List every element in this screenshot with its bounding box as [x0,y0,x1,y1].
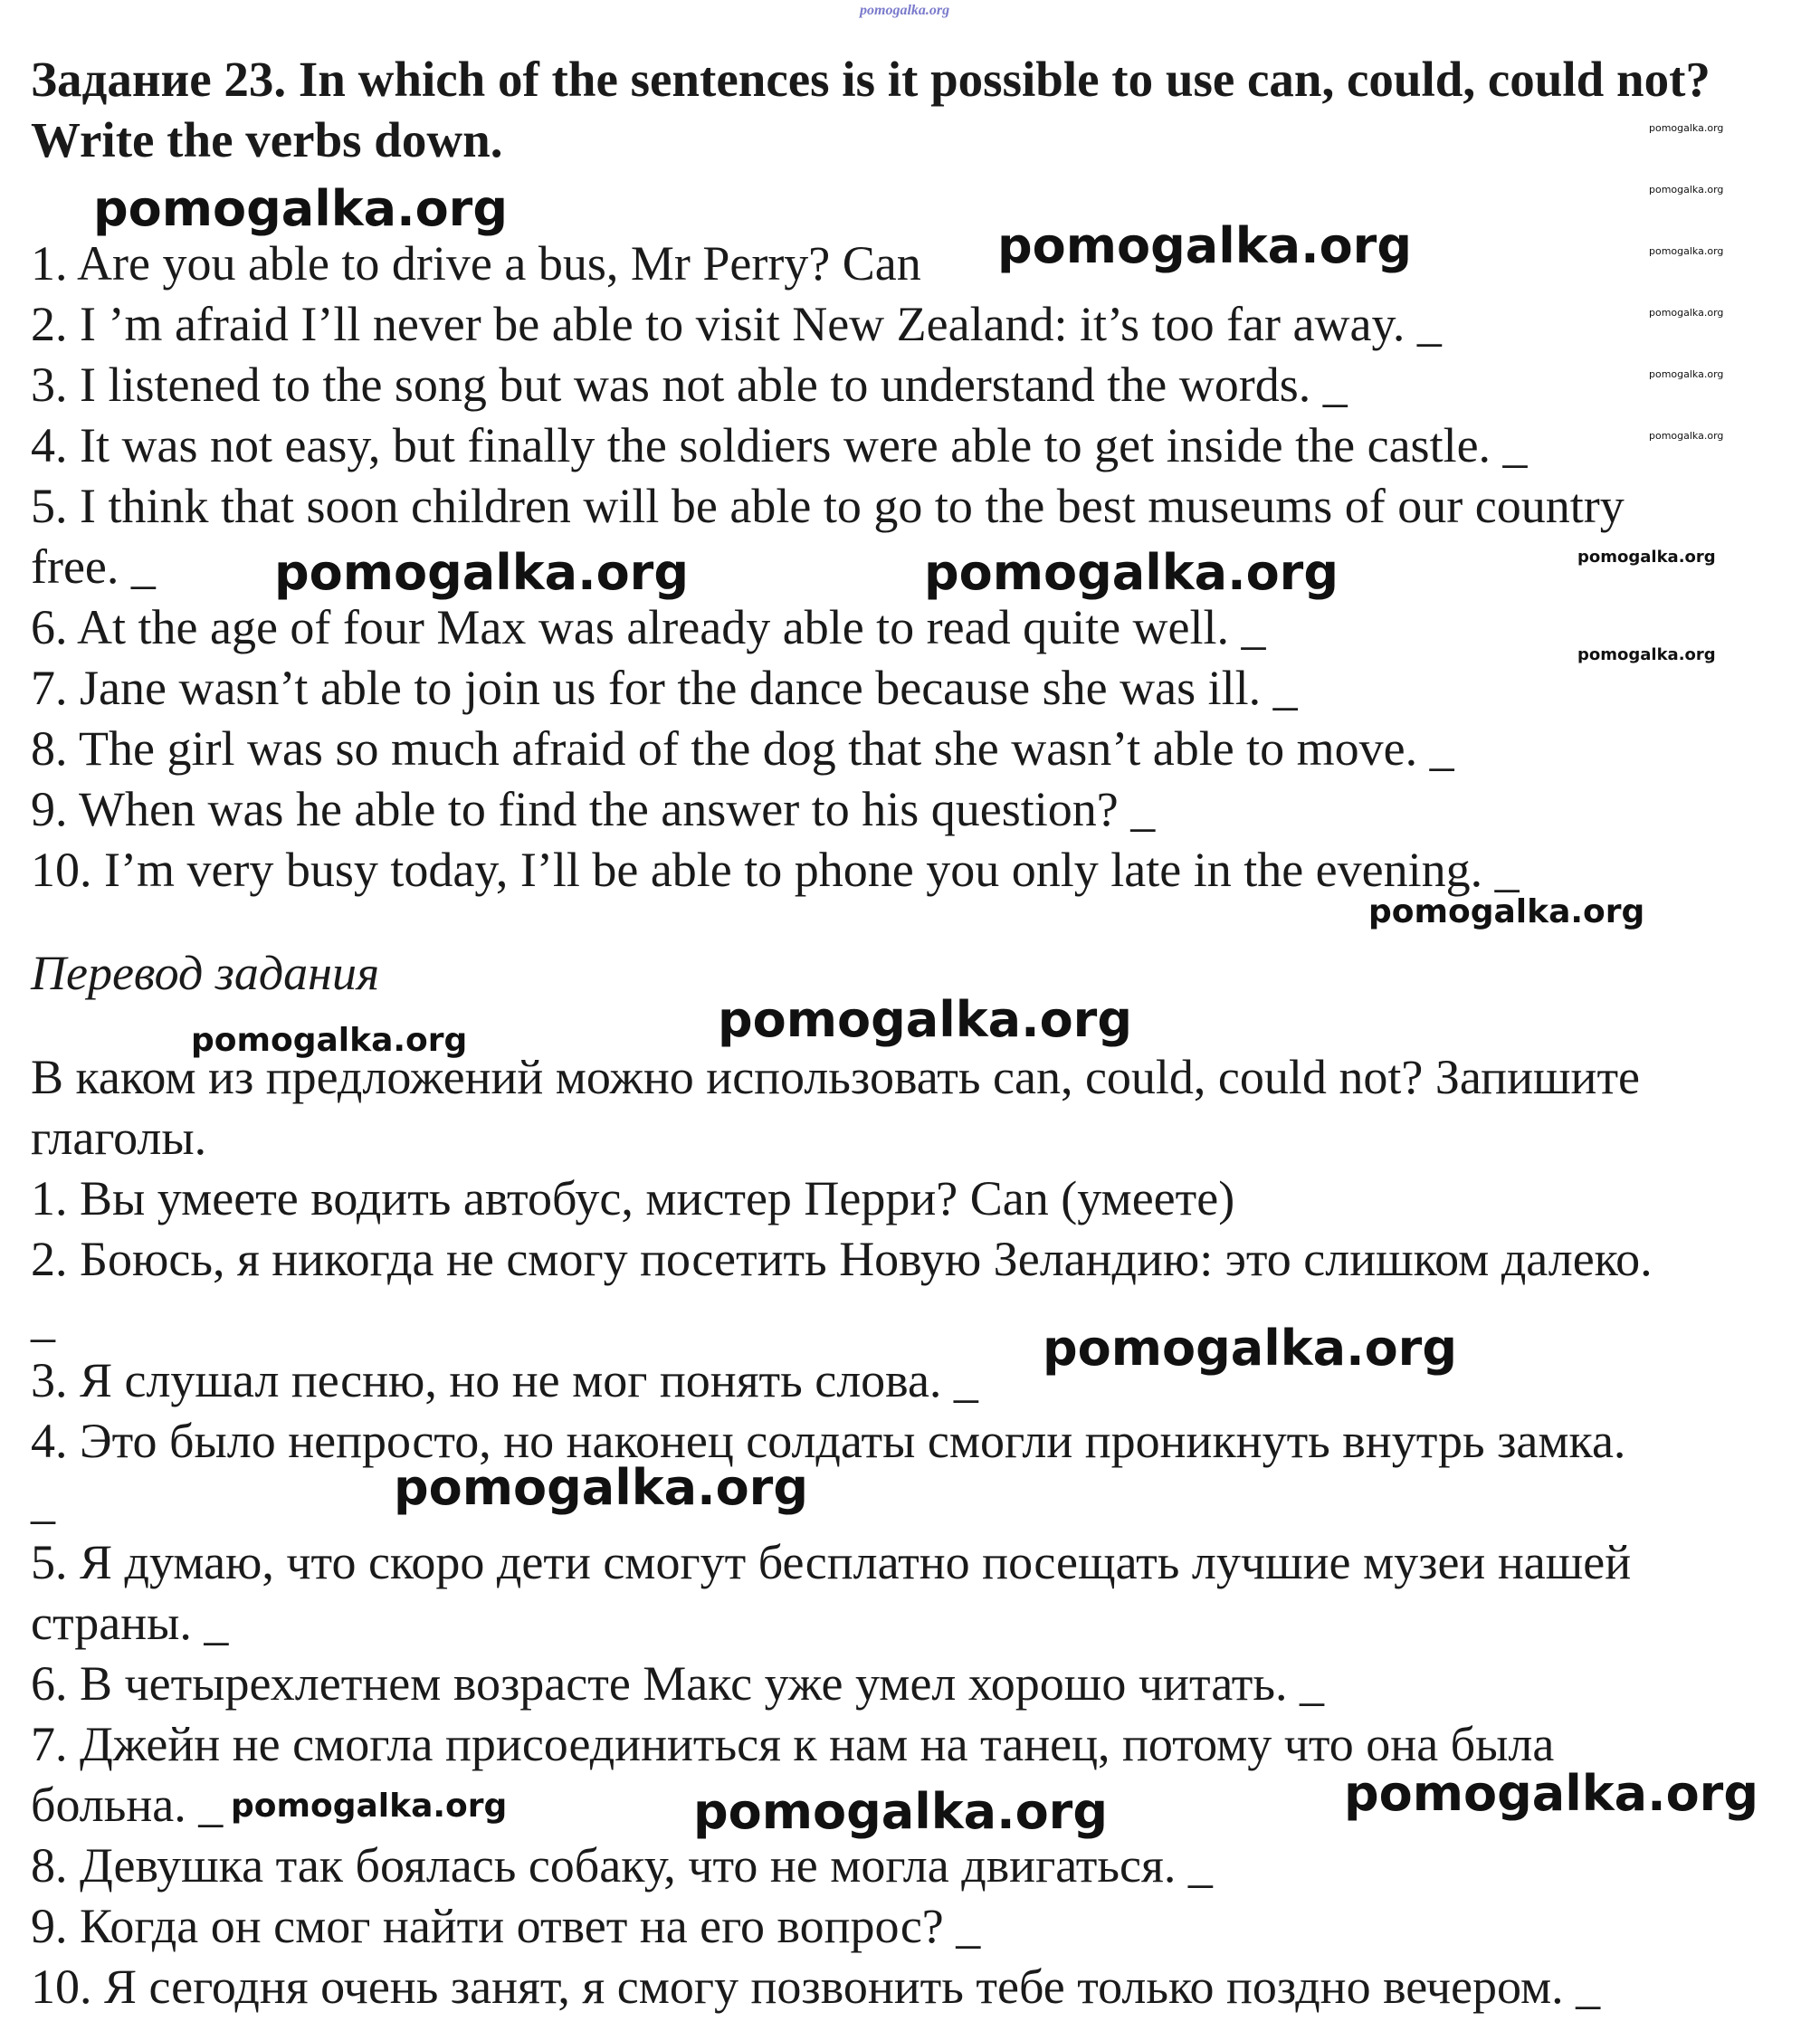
english-sentence-2: 2. I ’m afraid I’ll never be able to visit New Zealand: it’s too far away. _ [31,297,1442,351]
watermark: pomogalka.org [1649,430,1724,442]
watermark: pomogalka.org [693,1783,1108,1840]
watermark: pomogalka.org [1344,1765,1758,1822]
task-title: Задание 23. In which of the sentences is it possible to use can, could, could not? Write the verbs down. [31,52,1710,167]
russian-line-14: 8. Девушка так боялась собаку, что не могла двигаться. _ [31,1838,1213,1893]
watermark: pomogalka.org [718,991,1132,1048]
russian-line-5: _ [31,1292,55,1347]
english-sentence-4: 4. It was not easy, but finally the soldiers were able to get inside the castle. _ [31,418,1528,472]
watermark: pomogalka.org [274,544,689,601]
watermark-top: pomogalka.org [860,3,950,18]
watermark: pomogalka.org [93,180,508,237]
russian-line-4: 2. Боюсь, я никогда не смогу посетить Новую Зеландию: это слишком далеко. [31,1232,1653,1286]
watermark: pomogalka.org [997,217,1412,274]
english-sentence-8: 8. The girl was so much afraid of the dog that she wasn’t able to move. _ [31,721,1454,776]
watermark: pomogalka.org [191,1022,468,1059]
russian-line-9: 5. Я думаю, что скоро дети смогут бесплатно посещать лучшие музеи нашей [31,1535,1632,1589]
russian-line-7: 4. Это было непросто, но наконец солдаты смогли проникнуть внутрь замка. [31,1414,1626,1468]
english-sentence-3: 3. I listened to the song but was not able to understand the words. _ [31,358,1348,412]
russian-line-8: _ [31,1474,55,1529]
english-sentence-10: 10. I’m very busy today, I’ll be able to phone you only late in the evening. _ [31,843,1520,897]
watermark: pomogalka.org [394,1459,808,1516]
russian-line-10: страны. _ [31,1596,229,1650]
russian-line-3: 1. Вы умеете водить автобус, мистер Перри? Can (умеете) [31,1171,1235,1225]
english-sentence-9: 9. When was he able to find the answer to his question? _ [31,782,1156,836]
english-sentence-5: 5. I think that soon children will be able to go to the best museums of our country [31,479,1625,533]
russian-line-13: больна. _ [31,1778,224,1832]
russian-line-6: 3. Я слушал песню, но не мог понять слова. _ [31,1353,978,1407]
watermark: pomogalka.org [1649,184,1724,195]
watermark: pomogalka.org [1649,368,1724,380]
russian-line-2: глаголы. [31,1111,207,1165]
watermark: pomogalka.org [231,1788,508,1825]
russian-line-1: В каком из предложений можно использовать can, could, could not? Запишите [31,1050,1641,1104]
watermark: pomogalka.org [1043,1320,1457,1377]
watermark: pomogalka.org [1649,245,1724,257]
watermark: pomogalka.org [924,544,1339,601]
russian-line-11: 6. В четырехлетнем возрасте Макс уже умел хорошо читать. _ [31,1656,1324,1711]
watermark: pomogalka.org [1649,122,1724,134]
english-sentence-7: 7. Jane wasn’t able to join us for the dance because she was ill. _ [31,661,1298,715]
english-sentence-6: 6. At the age of four Max was already able to read quite well. _ [31,600,1266,654]
watermark: pomogalka.org [1577,645,1716,664]
english-sentence-5-cont: free. _ [31,539,156,594]
translation-heading: Перевод задания [31,946,380,1000]
russian-line-16: 10. Я сегодня очень занят, я смогу позвонить тебе только поздно вечером. _ [31,1959,1601,2014]
watermark: pomogalka.org [1368,893,1645,930]
english-sentence-1: 1. Are you able to drive a bus, Mr Perry? Can [31,236,921,291]
watermark: pomogalka.org [1649,307,1724,319]
russian-line-12: 7. Джейн не смогла присоединиться к нам на танец, потому что она была [31,1717,1555,1771]
watermark: pomogalka.org [1577,548,1716,567]
russian-line-15: 9. Когда он смог найти ответ на его вопрос? _ [31,1899,981,1953]
